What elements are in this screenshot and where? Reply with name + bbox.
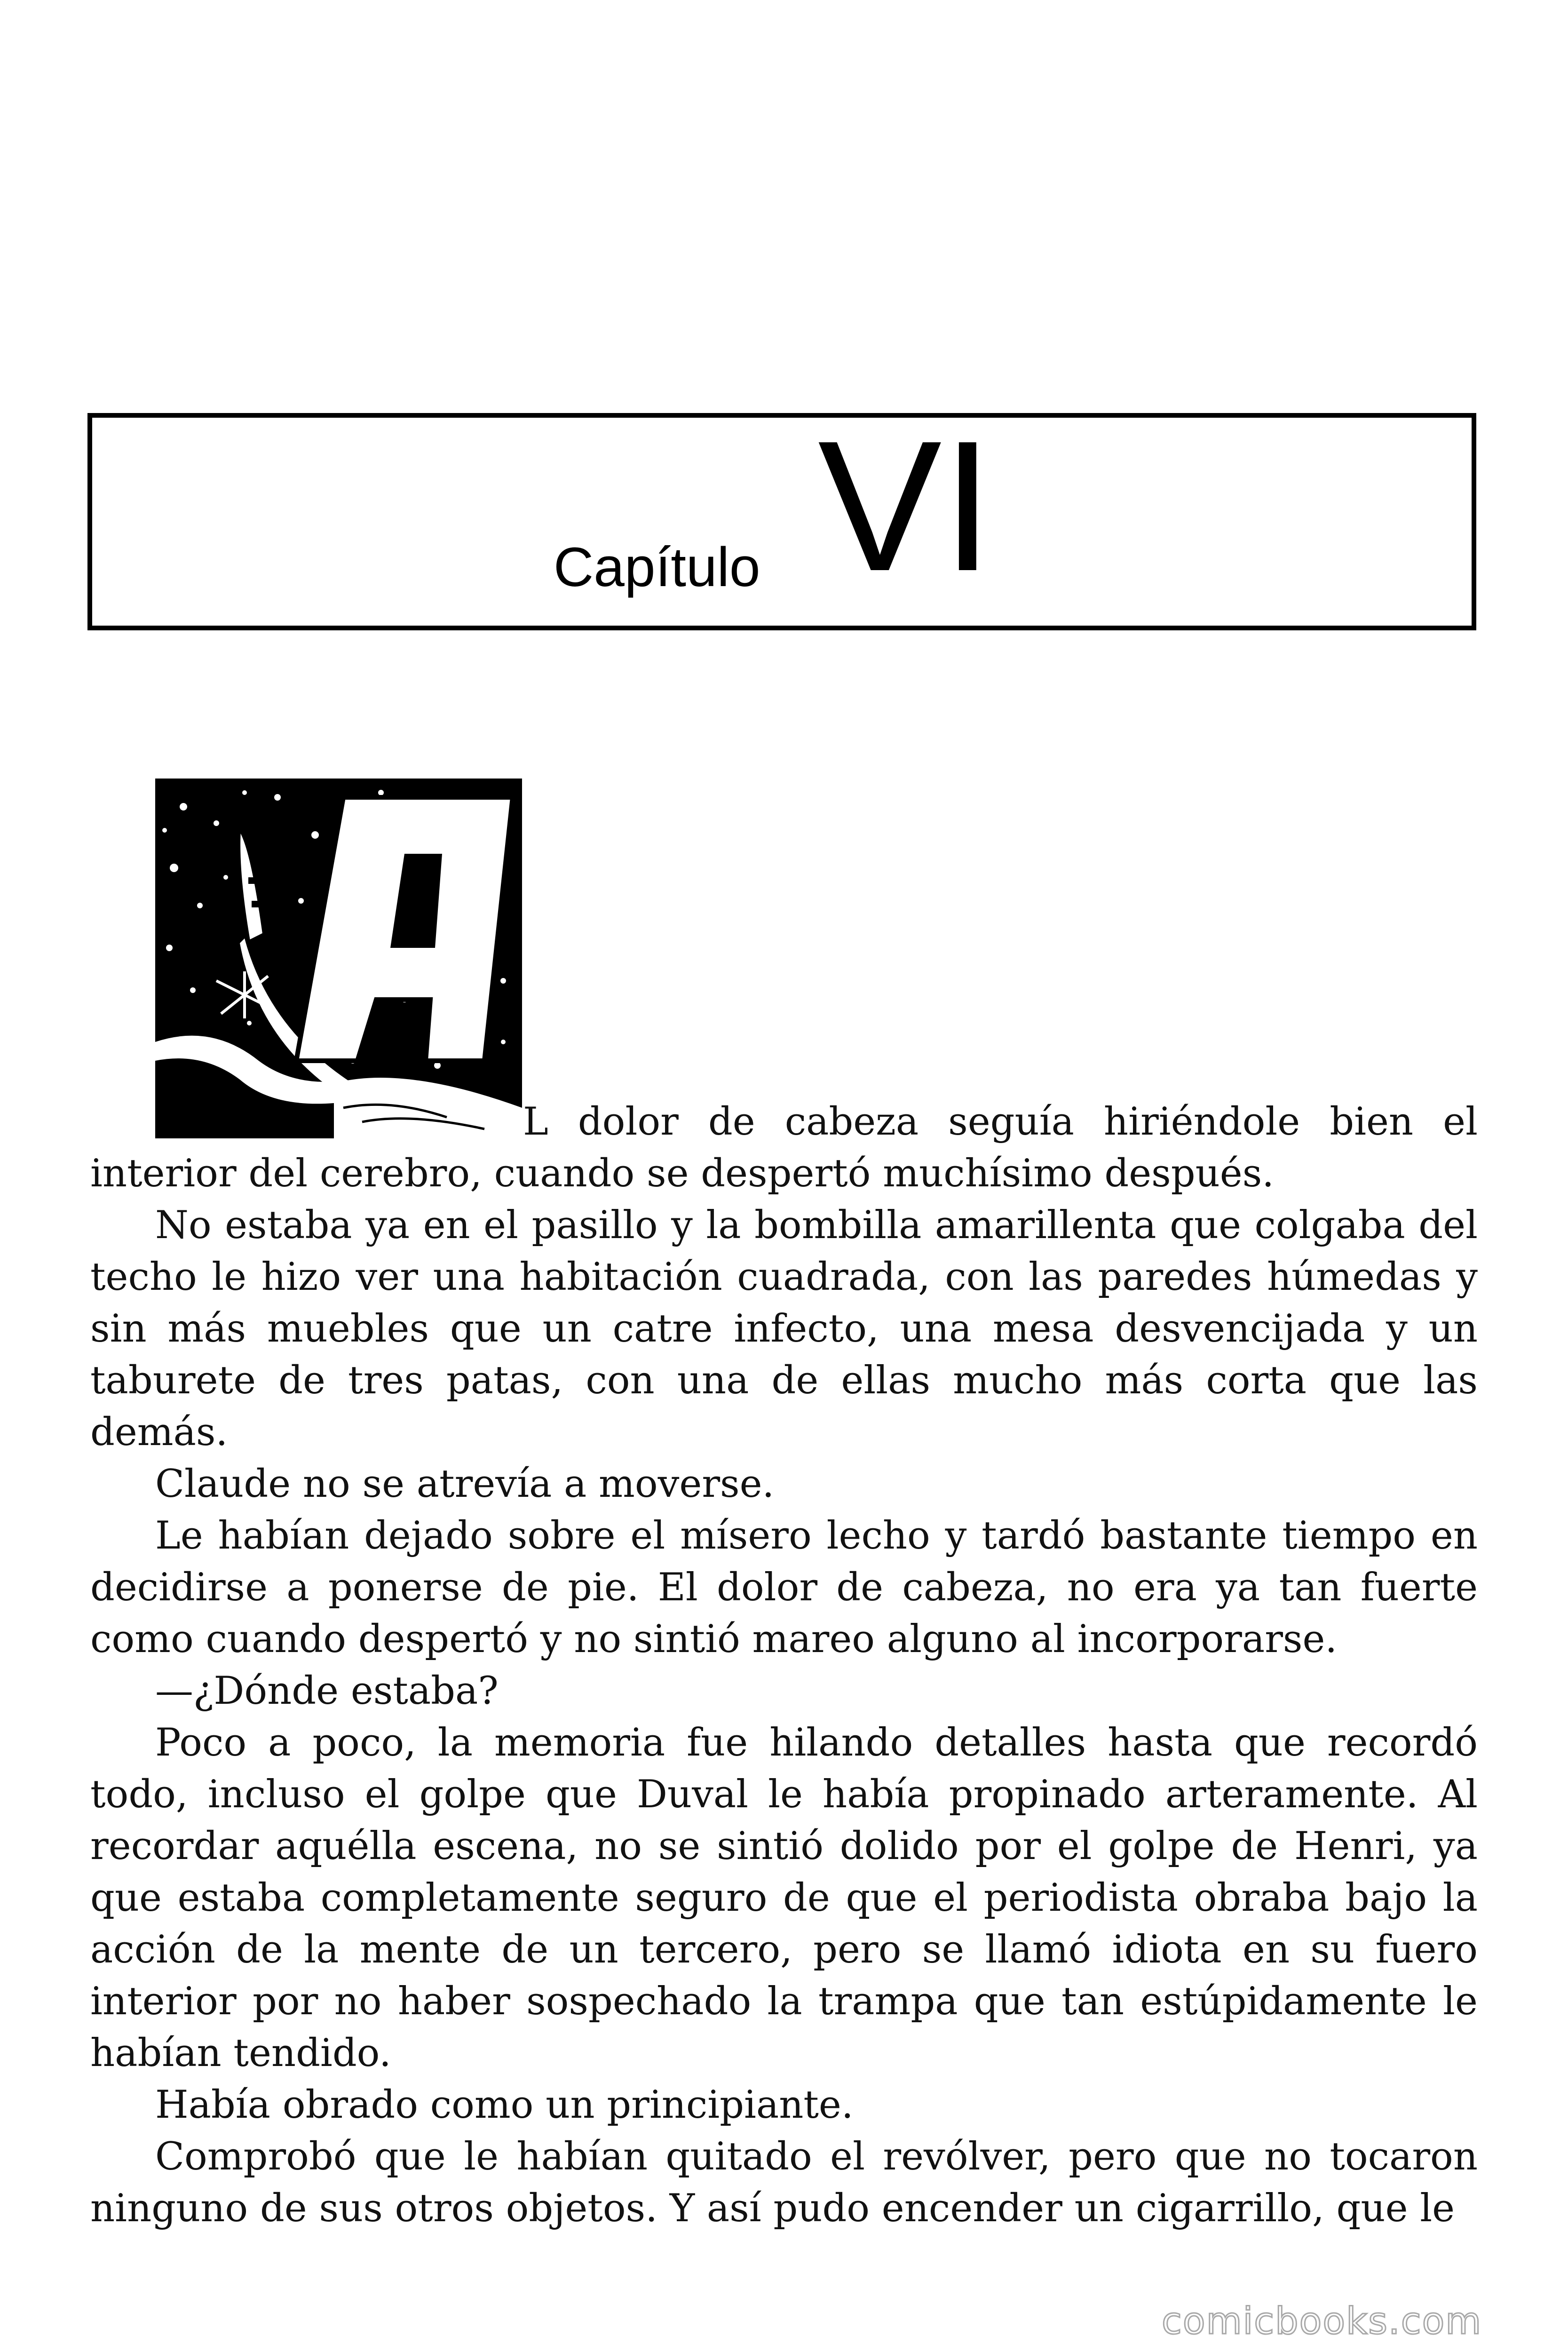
drop-cap-illustration (155, 779, 522, 1138)
chapter-label: Capítulo (554, 536, 760, 598)
chapter-body-text (90, 1096, 1478, 2234)
paragraph: No estaba ya en el pasillo y la bombilla amarillenta que colgaba del techo le hizo ver una habitación cuadrada, con las paredes húmedas y sin más muebles que un catre infecto, una mesa desvencijada y un taburete de tres patas, con una de ellas mucho más corta que las demás. (90, 1203, 1478, 1454)
paragraph: —¿Dónde estaba? (155, 1669, 499, 1713)
paragraph-first: L dolor de cabeza seguía hiriéndole bien el interior del cerebro, cuando se despertó muchísimo después. (90, 1100, 1478, 1196)
paragraph: Poco a poco, la memoria fue hilando detalles hasta que recordó todo, incluso el golpe que Duval le había propinado arteramente. Al recordar aquélla escena, no se sintió dolido por el golpe de Henri, ya que estaba completamente seguro de que el periodista obraba bajo la acción de la mente de un tercero, pero se llamó idiota en su fuero interior por no haber sospechado la trampa que tan estúpidamente le habían tendido. (90, 1721, 1478, 2075)
paragraph: Le habían dejado sobre el mísero lecho y tardó bastante tiempo en decidirse a ponerse de pie. El dolor de cabeza, no era ya tan fuerte como cuando despertó y no sintió mareo alguno al incorporarse. (90, 1514, 1478, 1661)
paragraph: Claude no se atrevía a moverse. (155, 1462, 775, 1506)
chapter-number: VI (818, 402, 994, 610)
watermark: comicbooks.com (1162, 2300, 1482, 2343)
paragraph: Comprobó que le habían quitado el revólver, pero que no tocaron ninguno de sus otros objetos. Y así pudo encender un cigarrillo, que le (90, 2135, 1478, 2231)
chapter-heading-box (87, 402, 1476, 630)
paragraph: Había obrado como un principiante. (155, 2083, 854, 2127)
